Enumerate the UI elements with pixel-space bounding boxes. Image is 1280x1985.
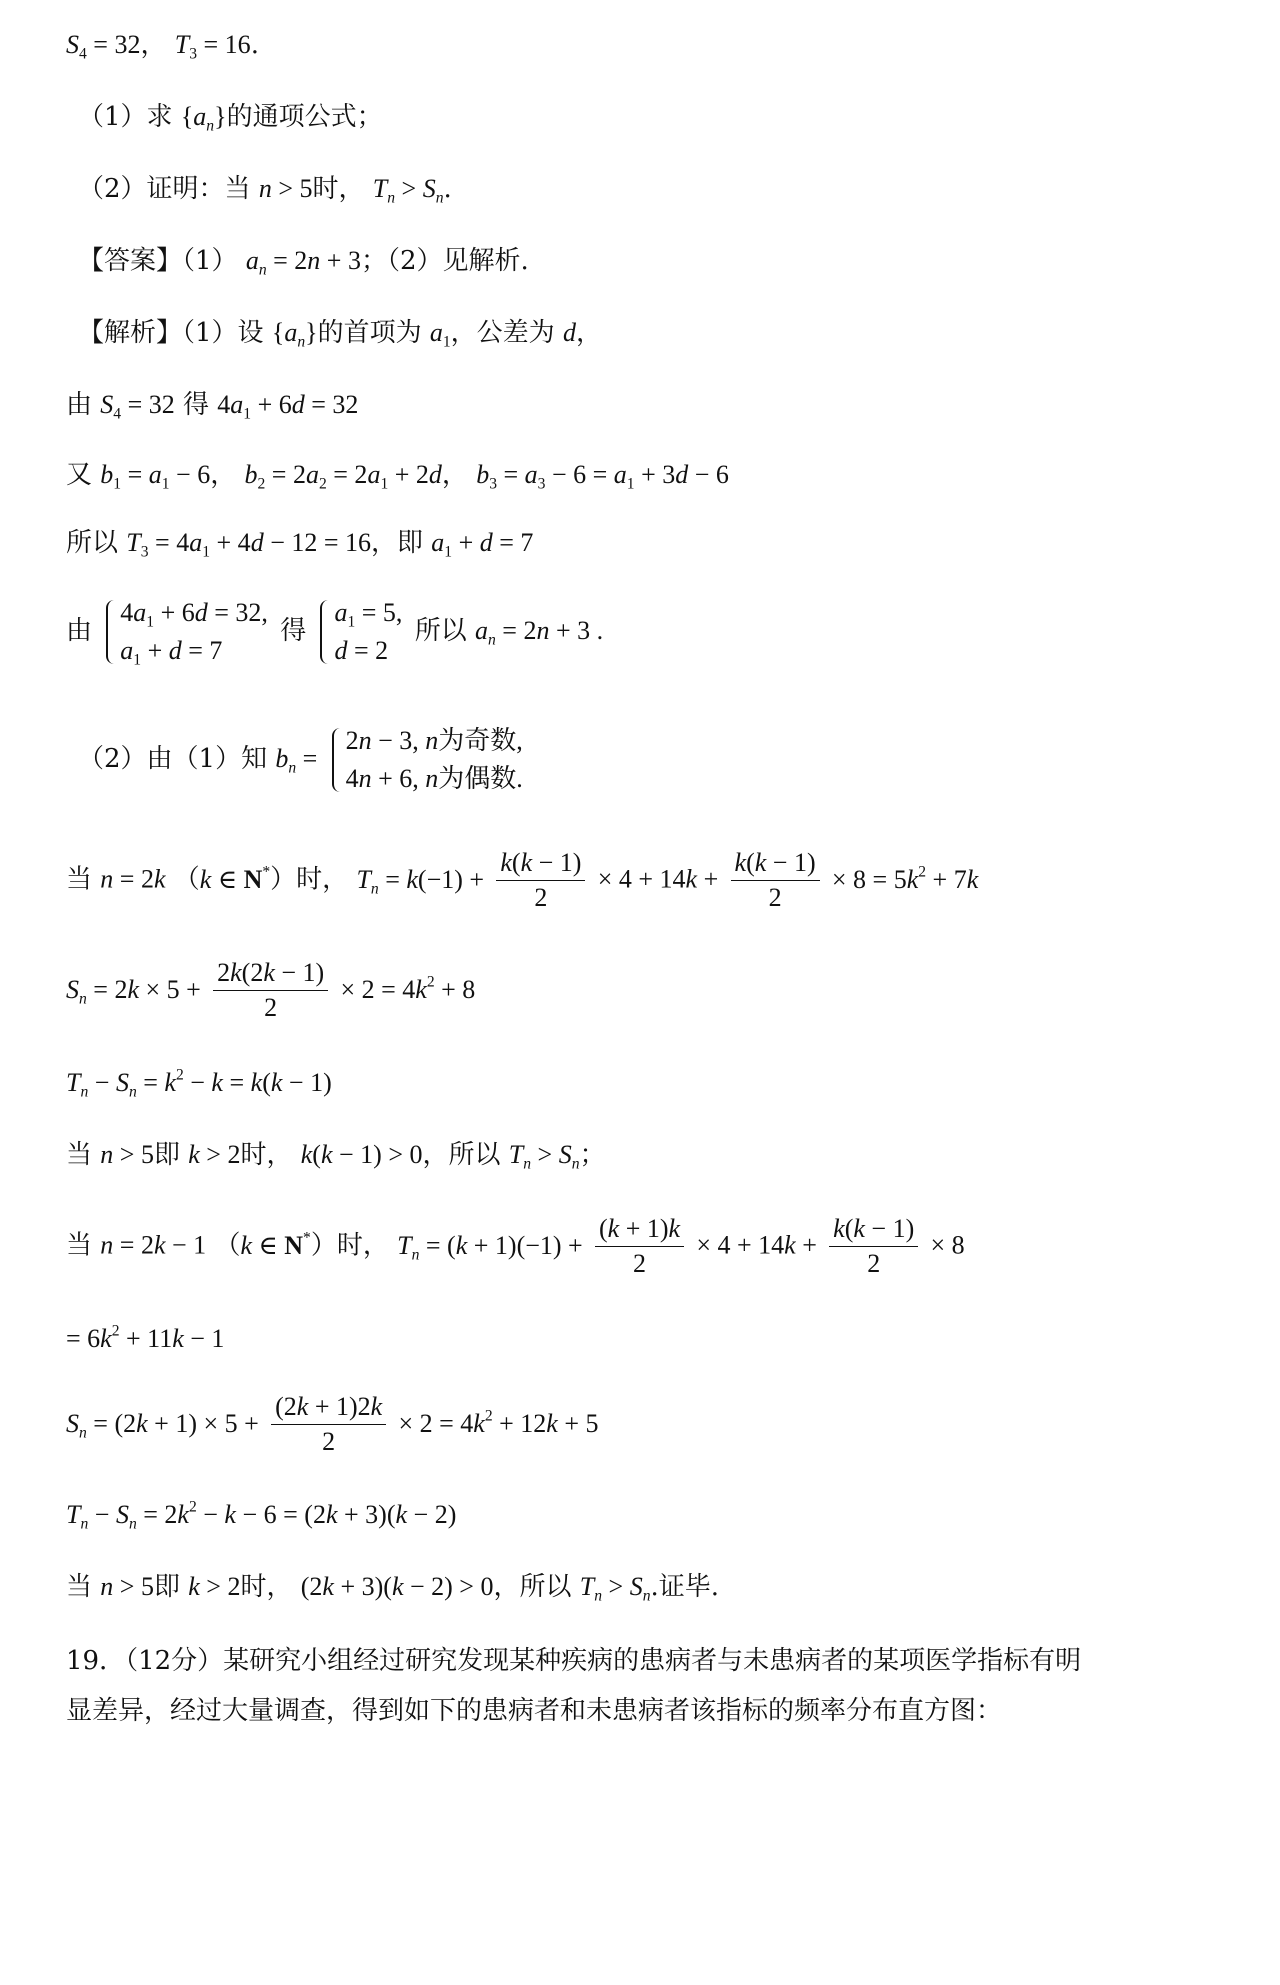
step-solve-system: 由 $4a_1 + 6d = 32$, $a_1 + d = 7$ 得 $a_1 = 5$, d = 2 所以 $a_n = 2n + 3$ . <box>66 594 603 670</box>
odd-case-conclusion: 当 n > 5即 k > 2时， (2k + 3)(k − 2) > 0，所以 $T_n > S_n$.证毕. <box>66 1572 720 1605</box>
step-s4: 由 $S_4 = 32$ 得 $4a_1 + 6d = 32$ <box>66 390 359 423</box>
question-part-2: （2）证明：当 n > 5时， $T_n > S_n$. <box>78 174 452 207</box>
odd-case-tn: 当 n = 2k − 1 （k ∈ N*）时， $T_n = (k + 1)(-1)$ + $\frac{(k + 1)k}{2}$ × 4 + 14k + $\frac{k(k - 1)}{2}$ × 8 <box>66 1214 965 1278</box>
odd-case-sn: $S_n = (2k + 1) \times 5$ + $\frac{(2k + 1)2k}{2}$ × $2 = 4k^2 + 12k + 5$ <box>66 1392 599 1456</box>
odd-case-tn-result: = $6k^2 + 11k - 1$ <box>66 1322 225 1353</box>
answer-tag: 【答案】 <box>78 246 183 276</box>
question-19 <box>66 1636 1216 1736</box>
step-b-terms: 又 $b_1 = a_1 - 6$， $b_2 = 2a_2 = 2a_1 + 2d$， $b_3 = a_3 - 6 = a_1 + 3d - 6$ <box>66 460 729 493</box>
question-part-1: （1）求 $\{a_n\}$的通项公式； <box>78 102 383 135</box>
even-case-sn: $S_n = 2k \times 5$ + $\frac{2k(2k - 1)}{2}$ × $2 = 4k^2 + 8$ <box>66 958 476 1022</box>
given-values-line: $S_4 = 32$， $T_3 = 16$. <box>66 30 259 63</box>
part2-piecewise: （2）由（1）知 $b_n$ = 2n − 3, n为奇数, 4n + 6, n为偶数. <box>78 722 527 798</box>
analysis-intro: 【解析】（1）设 $\{a_n\}$的首项为 $a_1$，公差为 d， <box>78 318 602 351</box>
odd-case-difference: $T_n - S_n = 2k^2 - k - 6 = (2k + 3)(k - 2)$ <box>66 1498 457 1533</box>
analysis-tag: 【解析】 <box>78 318 183 348</box>
answer-line: 【答案】（1） $a_n = 2n + 3$；（2）见解析. <box>78 246 529 279</box>
equation-system-1: $4a_1 + 6d = 32$, $a_1 + d = 7$ <box>104 594 268 670</box>
even-case-tn: 当 n = 2k （k ∈ N*）时， $T_n = k(-1)$ + $\frac{k(k - 1)}{2}$ × 4 + 14k + $\frac{k(k - 1)}{2}$ × $8 = 5k^2 + 7k$ <box>66 848 979 912</box>
step-t3: 所以 $T_3 = 4a_1 + 4d - 12 = 16$，即 $a_1 + d = 7$ <box>66 528 534 561</box>
even-case-difference: $T_n - S_n = k^2 - k = k(k - 1)$ <box>66 1066 332 1101</box>
piecewise-bn: 2n − 3, n为奇数, 4n + 6, n为偶数. <box>330 722 523 798</box>
question-19-line-2: 显差异，经过大量调查，得到如下的患病者和未患病者该指标的频率分布直方图： <box>66 1696 1003 1726</box>
equation-system-2: $a_1 = 5$, d = 2 <box>318 594 402 670</box>
even-case-conclusion: 当 n > 5即 k > 2时， k(k − 1) > 0，所以 $T_n > S_n$； <box>66 1140 606 1173</box>
question-19-line-1: 19．（12分）某研究小组经过研究发现某种疾病的患病者与未患病者的某项医学指标有明 <box>66 1646 1082 1676</box>
